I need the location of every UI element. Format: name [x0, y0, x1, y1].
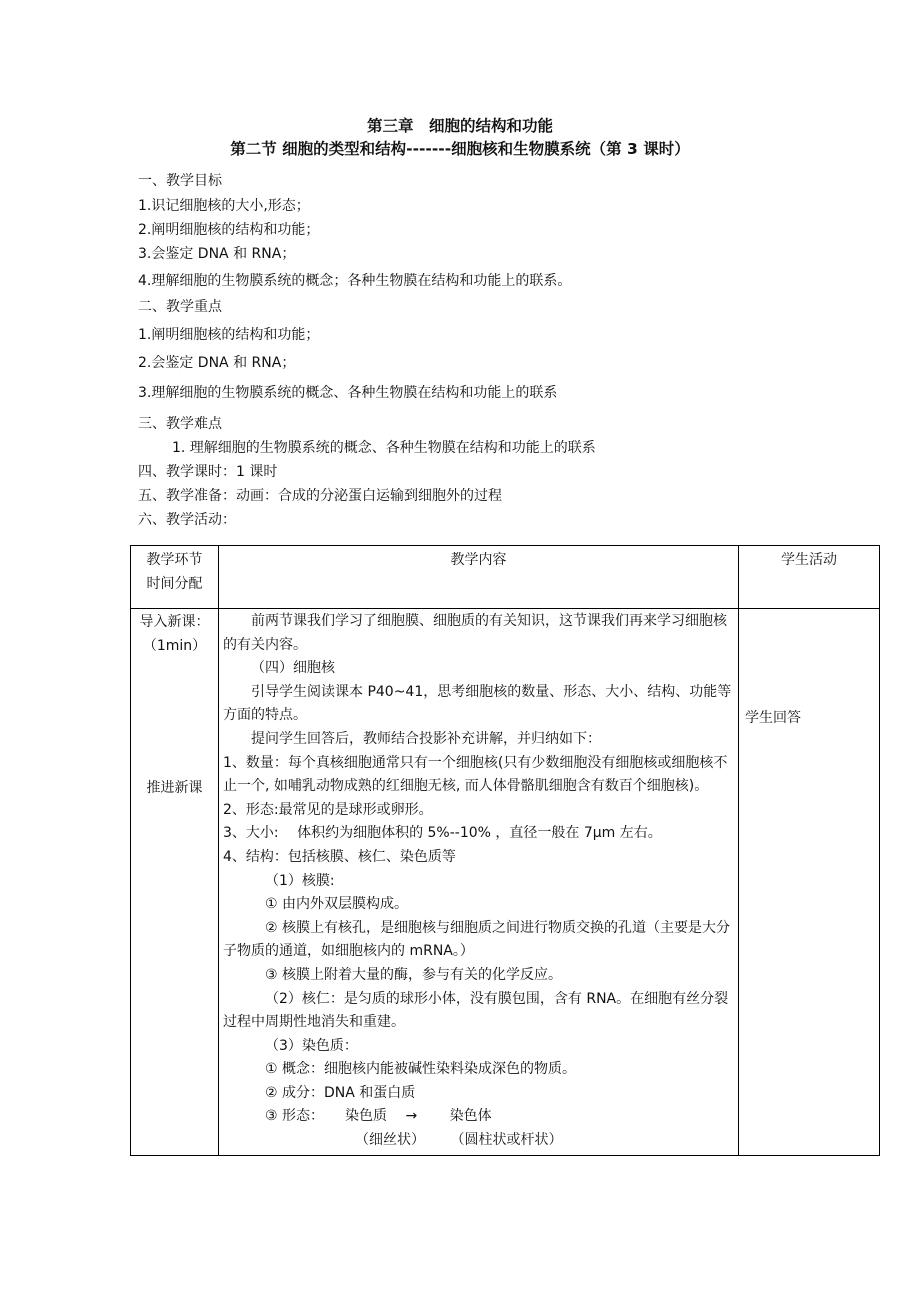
heading-objectives: 一、教学目标 — [138, 173, 222, 189]
header-student-activity — [739, 546, 880, 609]
objective-3: 3.会鉴定 DNA 和 RNA； — [138, 246, 296, 262]
objective-4: 4.理解细胞的生物膜系统的概念；各种生物膜在结构和功能上的联系。 — [138, 273, 572, 289]
heading-difficulties: 三、教学难点 — [138, 416, 222, 432]
lesson-table — [130, 545, 880, 1156]
table-header-row — [131, 546, 880, 609]
content-cell — [219, 609, 739, 1156]
content-para: （1）核膜: — [265, 872, 335, 889]
heading-activities: 六、教学活动： — [138, 512, 236, 528]
content-para: （2）核仁：是匀质的球形小体，没有膜包围，含有 RNA。在细胞有丝分裂过程中周期性地消失和重建。 — [223, 990, 729, 1031]
student-answer: 学生回答 — [745, 710, 801, 726]
content-para: （细丝状） （圆柱状或杆状） — [355, 1132, 563, 1149]
header-content-label: 教学内容 — [450, 552, 507, 568]
content-para: ② 成分：DNA 和蛋白质 — [265, 1084, 416, 1101]
section-title: 第二节 细胞的类型和结构-------细胞核和生物膜系统（第 3 课时） — [230, 140, 690, 158]
teaching-preparation: 五、教学准备：动画：合成的分泌蛋白运输到细胞外的过程 — [138, 488, 502, 504]
content-para: 2、形态:最常见的是球形或卵形。 — [223, 801, 433, 818]
heading-key-points: 二、教学重点 — [138, 299, 222, 315]
stage-cell — [131, 609, 219, 1156]
stage-intro-time: （1min） — [142, 637, 207, 654]
key-point-1: 1.阐明细胞核的结构和功能； — [138, 327, 320, 343]
content-para: 引导学生阅读课本 P40~41，思考细胞核的数量、形态、大小、结构、功能等方面的特点。 — [223, 683, 732, 724]
header-stage — [131, 546, 219, 609]
table-row — [131, 609, 880, 1156]
header-stage-line2: 时间分配 — [146, 576, 203, 592]
student-activity-cell — [739, 609, 880, 1156]
key-point-2: 2.会鉴定 DNA 和 RNA； — [138, 355, 296, 371]
chapter-title: 第三章 细胞的结构和功能 — [366, 117, 553, 135]
header-student-label: 学生活动 — [781, 552, 837, 568]
content-para: （3）染色质： — [265, 1037, 358, 1054]
content-para: ③ 核膜上附着大量的酶，参与有关的化学反应。 — [265, 966, 562, 983]
content-para: （四）细胞核 — [251, 660, 335, 677]
content-para: 3、大小: 体积约为细胞体积的 5%--10% ，直径一般在 7μm 左右。 — [223, 825, 662, 842]
objective-2: 2.阐明细胞核的结构和功能； — [138, 222, 320, 238]
content-para: 前两节课我们学习了细胞膜、细胞质的有关知识，这节课我们再来学习细胞核的有关内容。 — [223, 613, 727, 653]
difficulty-1: 1. 理解细胞的生物膜系统的概念、各种生物膜在结构和功能上的联系 — [172, 440, 596, 456]
stage-intro: 导入新课： — [139, 614, 210, 630]
content-para: 提问学生回答后，教师结合投影补充讲解，并归纳如下： — [251, 730, 601, 747]
content-para: ② 核膜上有核孔，是细胞核与细胞质之间进行物质交换的孔道（主要是大分子物质的通道，如细胞核内的 mRNA。） — [223, 919, 730, 960]
header-content — [219, 546, 739, 609]
content-para: ① 概念：细胞核内能被碱性染料染成深色的物质。 — [265, 1061, 576, 1078]
objective-1: 1.识记细胞核的大小,形态； — [138, 198, 310, 214]
header-stage-line1: 教学环节 — [146, 552, 203, 568]
content-para: 4、结构：包括核膜、核仁、染色质等 — [223, 848, 456, 865]
content-para: ③ 形态： 染色质 → 染色体 — [265, 1108, 492, 1125]
content-para: ① 由内外双层膜构成。 — [265, 896, 409, 913]
stage-advance: 推进新课 — [146, 780, 203, 797]
content-para: 1、数量：每个真核细胞通常只有一个细胞核(只有少数细胞没有细胞核或细胞核不止一个, 如哺乳动物成熟的红细胞无核, 而人体骨骼肌细胞含有数百个细胞核)。 — [223, 754, 728, 795]
key-point-3: 3.理解细胞的生物膜系统的概念、各种生物膜在结构和功能上的联系 — [138, 385, 558, 401]
class-hours: 四、教学课时：1 课时 — [138, 464, 278, 480]
